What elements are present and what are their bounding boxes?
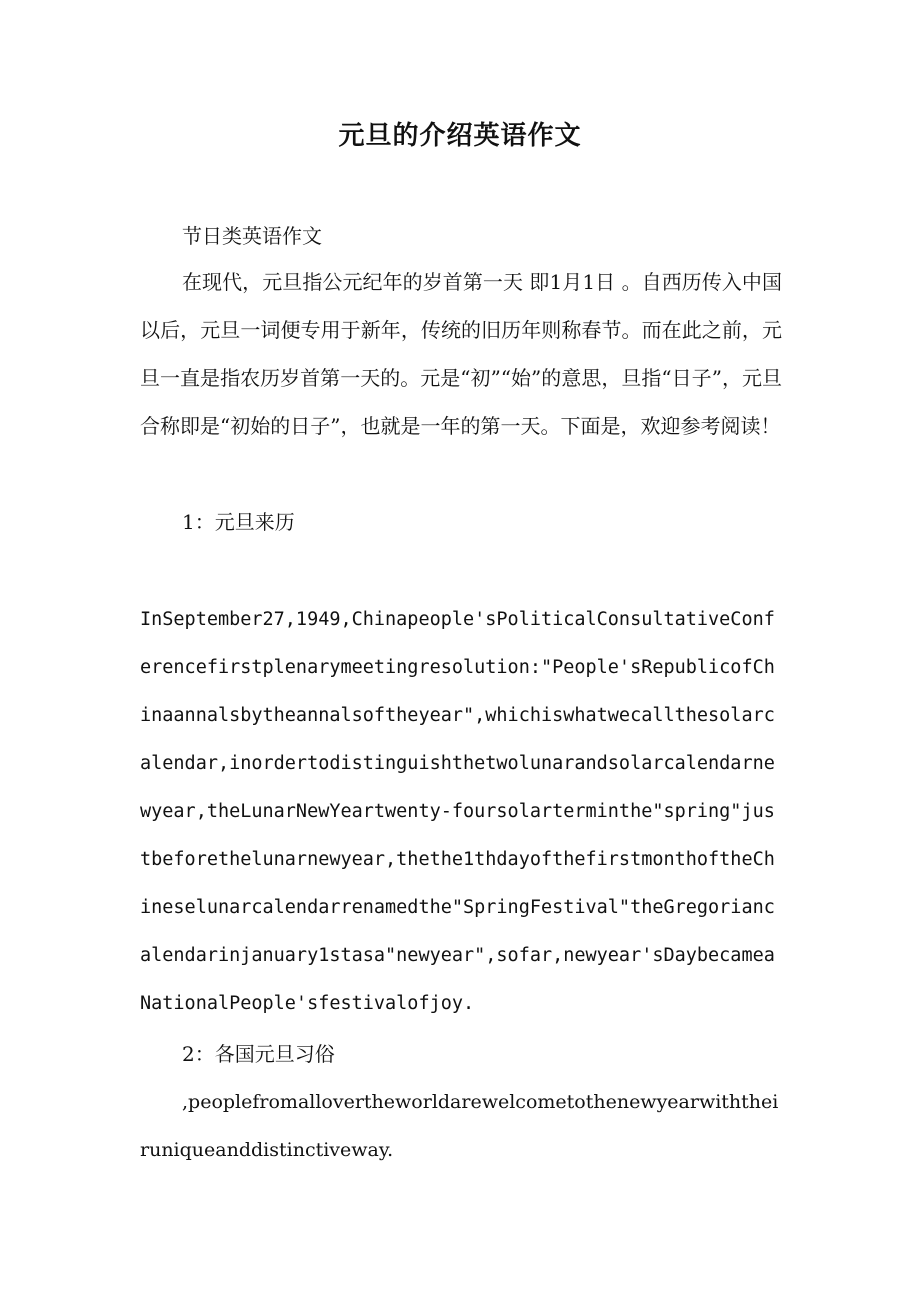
- customs-paragraph: ,peoplefromallovertheworldarewelcometothenewyearwiththeiruniqueanddistinctiveway.: [140, 1091, 779, 1161]
- intro-paragraph: 在现代，元旦指公元纪年的岁首第一天 即1月1日 。自西历传入中国以后，元旦一词便专用于新年，传统的旧历年则称春节。而在此之前，元旦一直是指农历岁首第一天的。元是“初”“始”的意思，旦指“日子”，元旦合称即是“初始的日子”，也就是一年的第一天。下面是，欢迎参考阅读！: [140, 270, 782, 438]
- origin-paragraph: InSeptember27,1949,Chinapeople'sPoliticalConsultativeConferencefirstplenarymeetingresolution:"People'sRepublicofChinaannalsbytheannalsoftheyear",whichiswhatwecallthesolarcalendar,inordertodistinguishthetwolunarandsolarcalendarnewyear,theLunarNewYeartwenty-foursolarterminthe"spring"justbeforethelunarnewyear,thethe1thdayofthefirstmonthoftheChineselunarcalendarrenamedthe"SpringFestival"theGregoriancalendarinjanuary1stasa"newyear",sofar,newyear'sDaybecameaNationalPeople'sfestivalofjoy.: [140, 609, 775, 1014]
- document-title: 元旦的介绍英语作文: [338, 121, 582, 151]
- document-subtitle: 节日类英语作文: [182, 224, 322, 248]
- section-heading-customs: 2：各国元旦习俗: [182, 1042, 335, 1066]
- section-heading-origin: 1：元旦来历: [182, 510, 295, 534]
